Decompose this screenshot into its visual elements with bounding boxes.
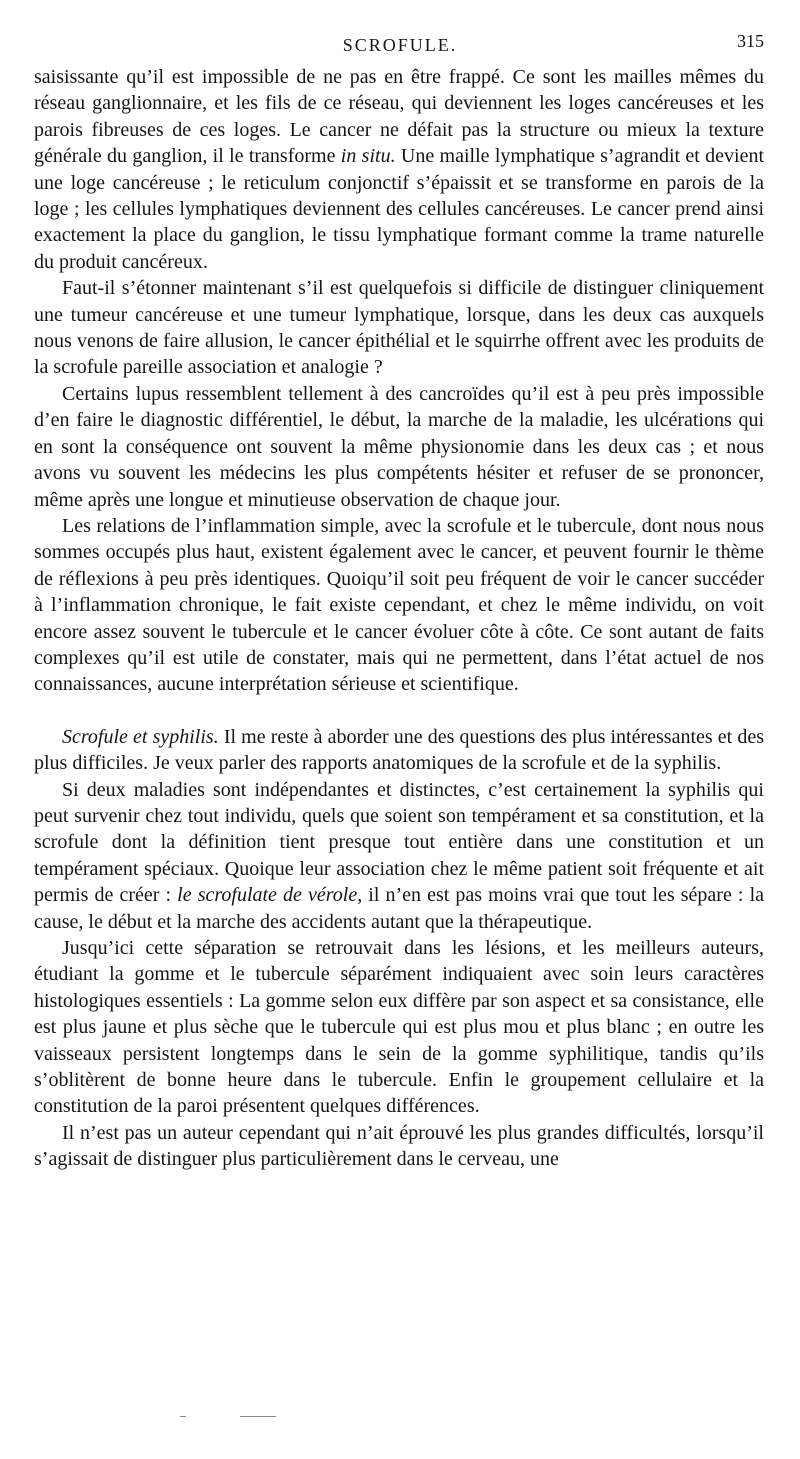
paragraph: Il n’est pas un auteur cependant qui n’ait éprouvé les plus grandes difficultés, lorsqu’il s’agissait de distinguer plus particulièrement dans le cerveau, une xyxy=(34,1121,764,1171)
paragraph: Faut-il s’étonner maintenant s’il est quelquefois si difficile de distinguer cliniquement une tumeur cancéreuse et une tumeur lymphatique, lorsque, dans les deux cas auxquels nous venons de faire allusion, le cancer épithélial et le squirrhe offrent avec les produits de la scrofule pareille association et analogie ? xyxy=(34,277,764,379)
paragraph-continued xyxy=(34,64,764,275)
paragraph: Jusqu’ici cette séparation se retrouvait dans les lésions, et les meilleurs auteurs, étudiant la gomme et le tubercule séparément indiquaient avec soin leurs caractères histologiques essentiels : La gomme selon eux diffère par son aspect et sa consistance, elle est plus jaune et plus sèche que le tubercule qui est plus mou et plus blanc ; en outre les vaisseaux persistent longtemps dans le sein de la gomme syphilitique, tandis qu’ils s’oblitèrent de bonne heure dans le tubercule. Enfin le groupement cellulaire et la constitution de la paroi présentent quelques différences. xyxy=(34,937,764,1118)
page-number: 315 xyxy=(737,31,764,51)
paragraph-text: Si deux maladies sont indépendantes et distinctes, c’est certainement la syphilis qui peut survenir chez tout individu, quels que soient son tempérament et sa constitution, et la scrofule dont la définition tient presque tout entière dans une constitution et un tempérament spéciaux. Quoique leur association chez le même patient soit fréquente et ait permis de créer : xyxy=(34,778,764,907)
italic-phrase: in situ. xyxy=(340,145,396,168)
paragraph-text: saisissante qu’il est impossible de ne pas en être frappé. Ce sont les mailles mêmes du réseau ganglionnaire, et les fils de ce réseau, qui deviennent les loges cancéreuses et les parois fibreuses de ces loges. Le cancer ne défait pas la structure ou mieux la texture générale du ganglion, il le transforme xyxy=(34,66,764,168)
italic-phrase: le scrofulate de vérole xyxy=(177,884,358,907)
print-marks xyxy=(180,1414,300,1420)
print-mark xyxy=(240,1416,276,1417)
body-text xyxy=(34,64,764,1173)
paragraph: Les relations de l’inflammation simple, avec la scrofule et le tubercule, dont nous nous sommes occupés plus haut, existent également avec le cancer, et peuvent fournir le thème de réflexions à peu près identiques. Quoiqu’il soit peu fréquent de voir le cancer succéder à l’inflammation chronique, le fait existe cependant, et chez le même individu, on voit encore assez souvent le tubercule et le cancer évoluer côte à côte. Ce sont autant de faits complexes qu’il est utile de constater, mais qui ne permettent, dans l’état actuel de nos connaissances, aucune interprétation sérieuse et scientifique. xyxy=(34,514,764,696)
paragraph xyxy=(34,777,764,935)
paragraph-text: Une maille lymphatique s’agrandit et devient une loge cancéreuse ; le reticulum conjonctif s’épaissit et se transforme en parois de la loge ; les cellules lymphatiques deviennent des cellules cancéreuses. Le cancer prend ainsi exactement la place du ganglion, le tissu lymphatique formant comme la trame naturelle du produit cancéreux. xyxy=(34,145,765,273)
section-gap xyxy=(34,698,764,724)
section-intro-paragraph xyxy=(34,724,764,777)
print-mark xyxy=(180,1416,186,1417)
section-heading: Scrofule et syphilis. xyxy=(62,725,219,748)
paragraph-text: , il n’en est pas moins vrai que tout les sépare : la cause, le début et la marche des accidents autant que la thérapeutique. xyxy=(34,884,765,933)
paragraph-text: Il me reste à aborder une des questions des plus intéressantes et des plus difficiles. Je veux parler des rapports anatomiques de la scrofule et de la syphilis. xyxy=(34,725,764,775)
running-title: SCROFULE. xyxy=(342,35,458,55)
paragraph: Certains lupus ressemblent tellement à des cancroïdes qu’il est à peu près impossible d’en faire le diagnostic différentiel, le début, la marche de la maladie, les ulcérations qui en sont la conséquence ont souvent la même physionomie dans les deux cas ; et nous avons vu souvent les médecins les plus compétents hésiter et refuser de se prononcer, même après une longue et minutieuse observation de chaque jour. xyxy=(34,382,764,511)
